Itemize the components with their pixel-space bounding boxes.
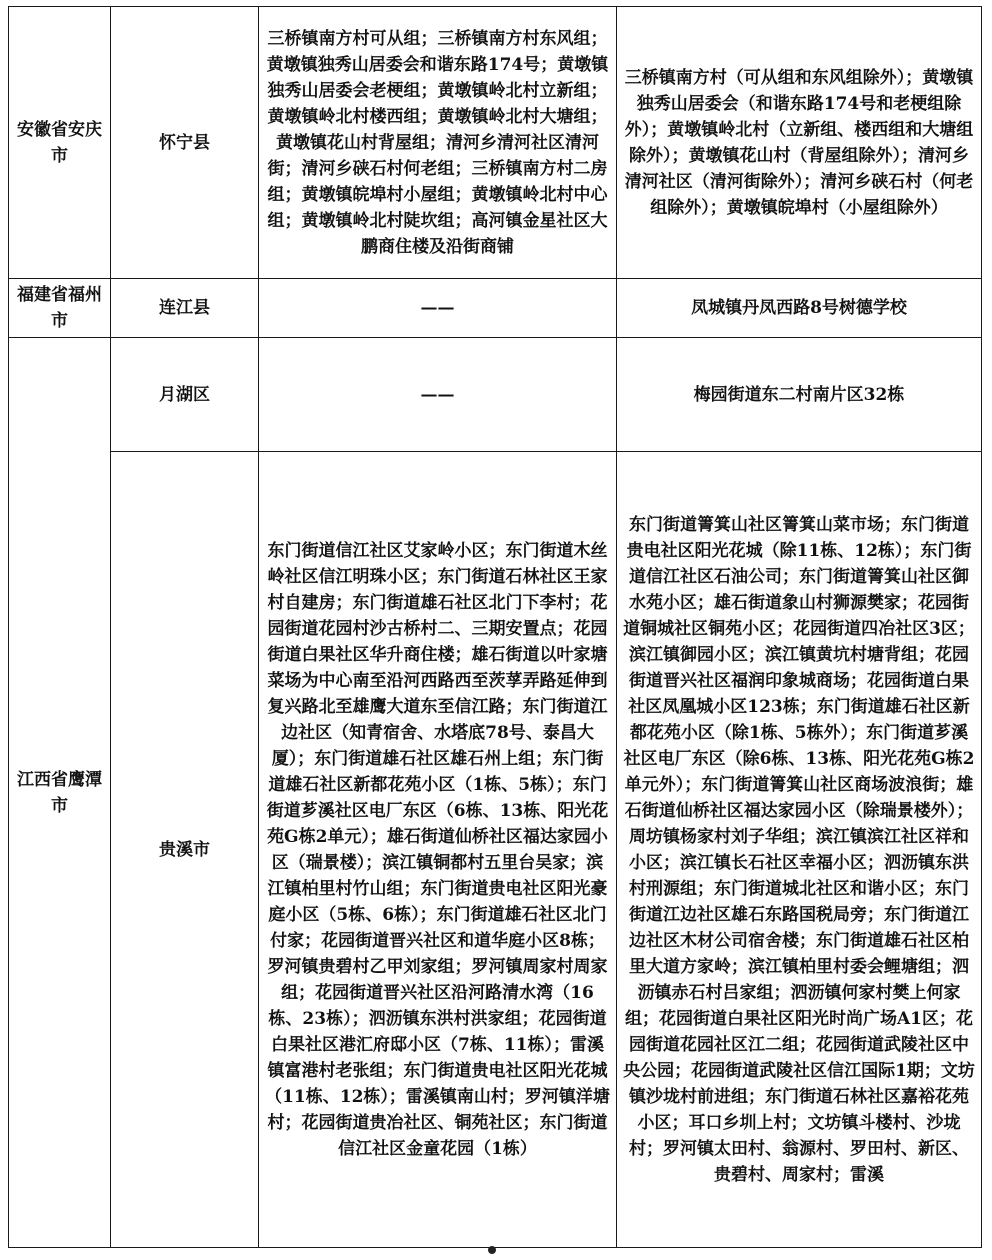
mid-risk-cell: 三桥镇南方村可从组；三桥镇南方村东风组；黄墩镇独秀山居委会和谐东路174号；黄墩镇独秀山居委会老梗组；黄墩镇岭北村立新组；黄墩镇岭北村楼西组；黄墩镇岭北村大塘组；黄墩镇花山村背屋组；清河乡清河社区清河街；清河乡硖石村何老组；三桥镇南方村二房组；黄墩镇皖埠村小屋组；黄墩镇岭北村中心组；黄墩镇岭北村陡坎组；高河镇金星社区大鹏商住楼及沿街商铺: [259, 7, 617, 279]
mid-risk-cell: ——: [259, 279, 617, 338]
mid-risk-cell: 东门街道信江社区艾家岭小区；东门街道木丝岭社区信江明珠小区；东门街道石林社区王家村自建房；东门街道雄石社区北门下李村；花园街道花园村沙古桥村二、三期安置点；花园街道白果社区华升商住楼；雄石街道以叶家塘菜场为中心南至沿河西路西至茨莩弄路延伸到复兴路北至雄鹰大道东至信江路；东门街道江边社区（知青宿舍、水塔底78号、泰昌大厦）；东门街道雄石社区雄石州上组；东门街道雄石社区新都花苑小区（1栋、5栋）；东门街道芗溪社区电厂东区（6栋、13栋、阳光花苑G栋2单元）；雄石街道仙桥社区福达家园小区（瑞景楼）；滨江镇铜都村五里台吴家；滨江镇柏里村竹山组；东门街道贵电社区阳光豪庭小区（5栋、6栋）；东门街道雄石社区北门付家；花园街道晋兴社区和道华庭小区8栋；罗河镇贵碧村乙甲刘家组；罗河镇周家村周家组；花园街道晋兴社区沿河路清水湾（16栋、23栋）；泗沥镇东洪村洪家组；花园街道白果社区港汇府邸小区（7栋、11栋）；雷溪镇富港村老张组；东门街道贵电社区阳光花城（11栋、12栋）；雷溪镇南山村；罗河镇洋塘村；花园街道贵冶社区、铜苑社区；东门街道信江社区金童花园（1栋）: [259, 452, 617, 1248]
low-risk-cell: 东门街道箐箕山社区箐箕山菜市场；东门街道贵电社区阳光花城（除11栋、12栋）；东门街道信江社区石油公司；东门街道箐箕山社区御水苑小区；雄石街道象山村狮源樊家；花园街道铜城社区铜苑小区；花园街道四冶社区3区；滨江镇御园小区；滨江镇黄坑村塘背组；花园街道晋兴社区福润印象城商场；花园街道白果社区凤凰城小区123栋；东门街道雄石社区新都花苑小区（除1栋、5栋外）；东门街道芗溪社区电厂东区（除6栋、13栋、阳光花苑G栋2单元外）；东门街道箐箕山社区商场波浪街；雄石街道仙桥社区福达家园小区（除瑞景楼外）；周坊镇杨家村刘子华组；滨江镇滨江社区祥和小区；滨江镇长石社区幸福小区；泗沥镇东洪村刑源组；东门街道城北社区和谐小区；东门街道江边社区雄石东路国税局旁；东门街道江边社区木材公司宿舍楼；东门街道雄石社区柏里大道方家岭；滨江镇柏里村委会鲤塘组；泗沥镇赤石村吕家组；泗沥镇何家村樊上何家组；花园街道白果社区阳光时尚广场A1区；花园街道花园社区江二组；花园街道武陵社区中央公园；花园街道武陵社区信江国际1期；文坊镇沙垅村前进组；东门街道石林社区嘉裕花苑小区；耳口乡圳上村；文坊镇斗楼村、沙垅村；罗河镇太田村、翁源村、罗田村、新区、贵碧村、周家村；雷溪: [617, 452, 982, 1248]
low-risk-cell: 凤城镇丹凤西路8号树德学校: [617, 279, 982, 338]
city-cell: 安徽省安庆市: [9, 7, 111, 279]
risk-area-table: [8, 6, 982, 1248]
page-mark: [488, 1246, 496, 1254]
low-risk-cell: 三桥镇南方村（可从组和东风组除外）；黄墩镇独秀山居委会（和谐东路174号和老梗组除外）；黄墩镇岭北村（立新组、楼西组和大塘组除外）；黄墩镇花山村（背屋组除外）；清河乡清河社区（清河街除外）；清河乡硖石村（何老组除外）；黄墩镇皖埠村（小屋组除外）: [617, 7, 982, 279]
mid-risk-cell: ——: [259, 338, 617, 452]
county-cell: 贵溪市: [111, 452, 259, 1248]
table-row: [9, 338, 982, 452]
county-cell: 怀宁县: [111, 7, 259, 279]
table-row: [9, 452, 982, 1248]
low-risk-cell: 梅园街道东二村南片区32栋: [617, 338, 982, 452]
county-cell: 连江县: [111, 279, 259, 338]
table-row: [9, 279, 982, 338]
city-cell: 福建省福州市: [9, 279, 111, 338]
county-cell: 月湖区: [111, 338, 259, 452]
table-row: [9, 7, 982, 279]
city-cell: 江西省鹰潭市: [9, 338, 111, 1248]
